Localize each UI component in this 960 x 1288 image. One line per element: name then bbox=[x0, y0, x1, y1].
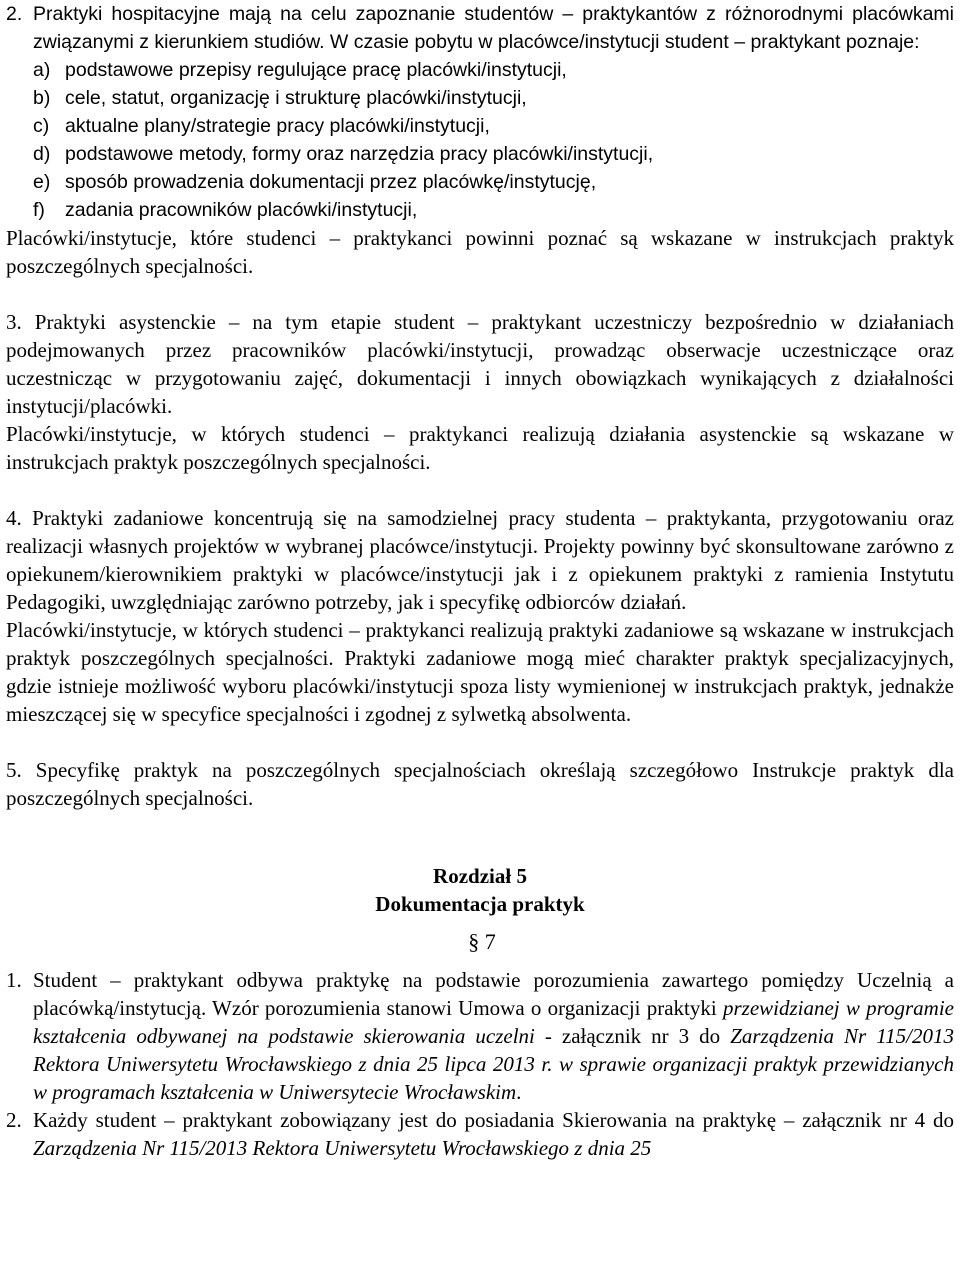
chapter-title: Dokumentacja praktyk bbox=[375, 892, 585, 916]
spacer bbox=[6, 476, 954, 504]
list-item-text: podstawowe przepisy regulujące pracę placówki/instytucji, bbox=[65, 59, 567, 81]
spacer bbox=[6, 280, 954, 308]
section-5-text: 5. Specyfikę praktyk na poszczególnych specjalnościach określają szczegółowo Instrukcje praktyk dla poszczególnych specjalności. bbox=[6, 758, 954, 810]
para-7-item-1-number: 1. bbox=[6, 968, 22, 992]
section-2-number: 2. bbox=[6, 3, 23, 25]
list-item-label: c) bbox=[33, 115, 50, 137]
list-item-text: zadania pracowników placówki/instytucji, bbox=[65, 199, 418, 221]
italic-run: Zarządzenia Nr 115/2013 Rektora Uniwersytetu Wrocławskiego z dnia 25 bbox=[33, 1136, 652, 1160]
list-item-text: cele, statut, organizację i strukturę placówki/instytucji, bbox=[65, 87, 527, 109]
list-item-label: f) bbox=[33, 199, 45, 221]
list-item bbox=[33, 140, 954, 168]
list-item-label: e) bbox=[33, 171, 51, 193]
section-2-intro: Praktyki hospitacyjne mają na celu zapoznanie studentów – praktykantów z różnorodnymi placówkami związanymi z kierunkiem studiów. W czasie pobytu w placówce/instytucji student – praktykant poznaje: bbox=[33, 3, 954, 53]
section-4-closing: Placówki/instytucje, w których studenci – praktykanci realizują praktyki zadaniowe są wskazane w instrukcjach praktyk poszczególnych specjalności. Praktyki zadaniowe mogą mieć charakter praktyk specjalizacyjnych, gdzie istnieje możliwość wyboru placówki/instytucji spoza listy wymienionej w instrukcjach praktyk, jednakże mieszczącej się w specyfice specjalności i zgodnej z sylwetką absolwenta. bbox=[6, 618, 954, 726]
text-run: Student – praktykant odbywa praktykę na podstawie porozumienia zawartego pomiędzy Uczelnią a placówką/instytucją. Wzór porozumienia stanowi Umowa o organizacji praktyki bbox=[33, 968, 954, 1020]
spacer bbox=[6, 812, 954, 862]
para-7-item-1 bbox=[6, 966, 954, 1106]
section-2 bbox=[6, 0, 954, 56]
list-item bbox=[33, 84, 954, 112]
section-3-text: 3. Praktyki asystenckie – na tym etapie student – praktykant uczestniczy bezpośrednio w działaniach podejmowanych przez pracowników placówki/instytucji, prowadząc obserwacje uczestniczące oraz uczestnicząc w przygotowaniu zajęć, dokumentacji i innych obowiązkach wynikających z działalności instytucji/placówki. bbox=[6, 310, 954, 418]
list-item-label: d) bbox=[33, 143, 51, 165]
text-run: - załącznik nr 3 do bbox=[534, 1024, 731, 1048]
text-run: Każdy student – praktykant zobowiązany jest do posiadania Skierowania na praktykę – załącznik nr 4 do bbox=[33, 1108, 954, 1132]
list-item-label: a) bbox=[33, 59, 51, 81]
list-item bbox=[33, 196, 954, 224]
para-7-item-1-text bbox=[33, 966, 954, 1106]
para-7-item-2-number: 2. bbox=[6, 1108, 22, 1132]
section-4-text: 4. Praktyki zadaniowe koncentrują się na samodzielnej pracy studenta – praktykanta, przygotowaniu oraz realizacji własnych projektów w wybranej placówce/instytucji. Projekty powinny być skonsultowane zarówno z opiekunem/kierownikiem praktyki w placówce/instytucji jak i z opiekunem praktyki z ramienia Instytutu Pedagogiki, uwzględniając zarówno potrzeby, jak i specyfikę odbiorców działań. bbox=[6, 506, 954, 614]
list-item-label: b) bbox=[33, 87, 51, 109]
italic-run: przewidzianej w programie kształcenia odbywanej na podstawie skierowania uczelni bbox=[33, 996, 954, 1048]
list-item bbox=[33, 168, 954, 196]
section-3-closing: Placówki/instytucje, w których studenci – praktykanci realizują działania asystenckie są wskazane w instrukcjach praktyk poszczególnych specjalności. bbox=[6, 422, 954, 474]
list-item-text: aktualne plany/strategie pracy placówki/instytucji, bbox=[65, 115, 490, 137]
para-7-item-2 bbox=[6, 1106, 954, 1162]
list-item bbox=[33, 112, 954, 140]
section-2-closing: Placówki/instytucje, które studenci – praktykanci powinni poznać są wskazane w instrukcjach praktyk poszczególnych specjalności. bbox=[6, 226, 954, 278]
para-7-item-2-text bbox=[33, 1106, 954, 1162]
list-item-text: sposób prowadzenia dokumentacji przez placówkę/instytucję, bbox=[65, 171, 597, 193]
chapter-number: Rozdział 5 bbox=[433, 864, 527, 888]
list-item-text: podstawowe metody, formy oraz narzędzia pracy placówki/instytucji, bbox=[65, 143, 654, 165]
paragraph-mark: § 7 bbox=[468, 929, 496, 954]
text-run: . bbox=[516, 1080, 522, 1104]
spacer bbox=[6, 728, 954, 756]
italic-run: Zarządzenia Nr 115/2013 Rektora Uniwersytetu Wrocławskiego z dnia 25 lipca 2013 r. w sprawie organizacji praktyk przewidzianych w programach kształcenia w Uniwersytecie Wrocławskim bbox=[33, 1024, 955, 1104]
list-item bbox=[33, 56, 954, 84]
section-2-list bbox=[6, 56, 954, 224]
